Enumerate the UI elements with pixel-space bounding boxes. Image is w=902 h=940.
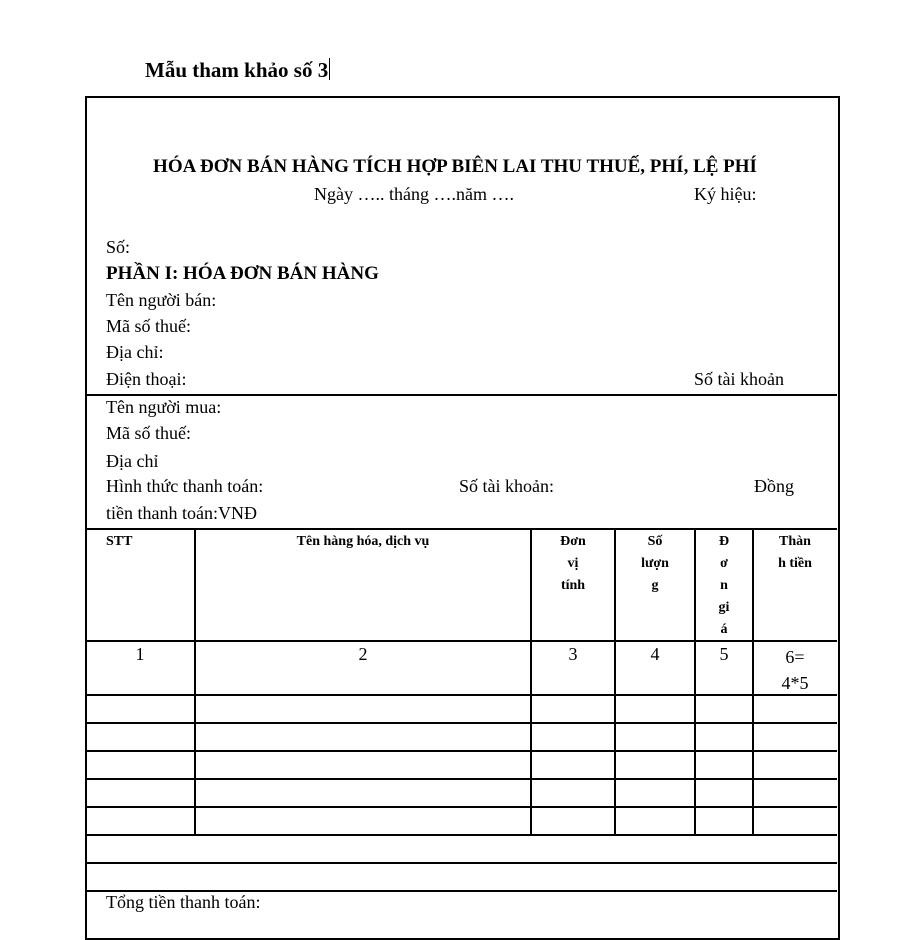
header-stt: STT [106, 534, 133, 549]
total-label: Tổng tiền thanh toán: [106, 892, 261, 912]
seller-tax-code-label: Mã số thuế: [106, 316, 191, 336]
number-label: Số: [106, 237, 131, 257]
part1-heading: PHẦN I: HÓA ĐƠN BÁN HÀNG [106, 263, 379, 284]
table-top-border [86, 528, 837, 530]
seller-phone-label: Điện thoại: [106, 369, 187, 389]
index-cell-3: 3 [568, 644, 578, 664]
table-row-divider [86, 750, 837, 752]
header-quantity [616, 531, 694, 597]
amount-formula-line: 6= [785, 647, 805, 667]
header-amount-line: h tiền [778, 556, 812, 571]
currency-label-part2: tiền thanh toán:VNĐ [106, 503, 257, 523]
date-line: Ngày ….. tháng ….năm …. [314, 184, 514, 204]
header-unit [532, 531, 614, 597]
header-quantity-line: Số [647, 534, 663, 549]
buyer-name-label: Tên người mua: [106, 397, 222, 417]
currency-label-part1: Đồng [754, 476, 794, 496]
index-cell-5: 5 [719, 644, 729, 664]
buyer-tax-code-label: Mã số thuế: [106, 423, 191, 443]
header-amount-line: Thàn [779, 534, 811, 549]
header-price-line: gi [718, 600, 730, 615]
seller-name-label: Tên người bán: [106, 290, 217, 310]
table-row-divider [86, 722, 837, 724]
header-unit-line: Đơn [560, 534, 586, 549]
payment-method-label: Hình thức thanh toán: [106, 476, 264, 496]
header-price [696, 531, 752, 641]
index-cell-1: 1 [135, 644, 145, 664]
table-row-divider [86, 862, 837, 864]
amount-formula-line: 4*5 [781, 673, 809, 693]
table-col-divider [194, 529, 196, 835]
buyer-address-label: Địa chỉ [106, 451, 159, 471]
buyer-account-label: Số tài khoản: [459, 476, 554, 496]
table-row-divider [86, 834, 837, 836]
header-item: Tên hàng hóa, dịch vụ [296, 534, 430, 549]
text-cursor [329, 58, 330, 80]
header-price-line: Đ [718, 534, 730, 549]
header-price-line: n [720, 578, 728, 593]
header-unit-line: vị [567, 556, 579, 571]
symbol-label: Ký hiệu: [694, 184, 757, 204]
table-row-divider [86, 778, 837, 780]
table-row-divider [86, 694, 837, 696]
header-amount [754, 531, 836, 575]
reference-label: Mẫu tham khảo số 3 [145, 58, 329, 82]
index-cell-2: 2 [358, 644, 368, 664]
header-price-line: ơ [720, 556, 728, 571]
header-quantity-line: lượn [641, 556, 669, 571]
seller-address-label: Địa chỉ: [106, 342, 164, 362]
header-quantity-line: g [651, 578, 659, 593]
header-unit-line: tính [560, 578, 586, 593]
index-cell-6 [754, 644, 836, 696]
divider-seller-buyer [86, 394, 837, 396]
index-cell-4: 4 [650, 644, 660, 664]
header-price-line: á [720, 622, 728, 637]
seller-account-label: Số tài khoản [694, 369, 784, 389]
table-row-divider [86, 806, 837, 808]
invoice-title: HÓA ĐƠN BÁN HÀNG TÍCH HỢP BIÊN LAI THU THUẾ, PHÍ, LỆ PHÍ [153, 156, 757, 177]
